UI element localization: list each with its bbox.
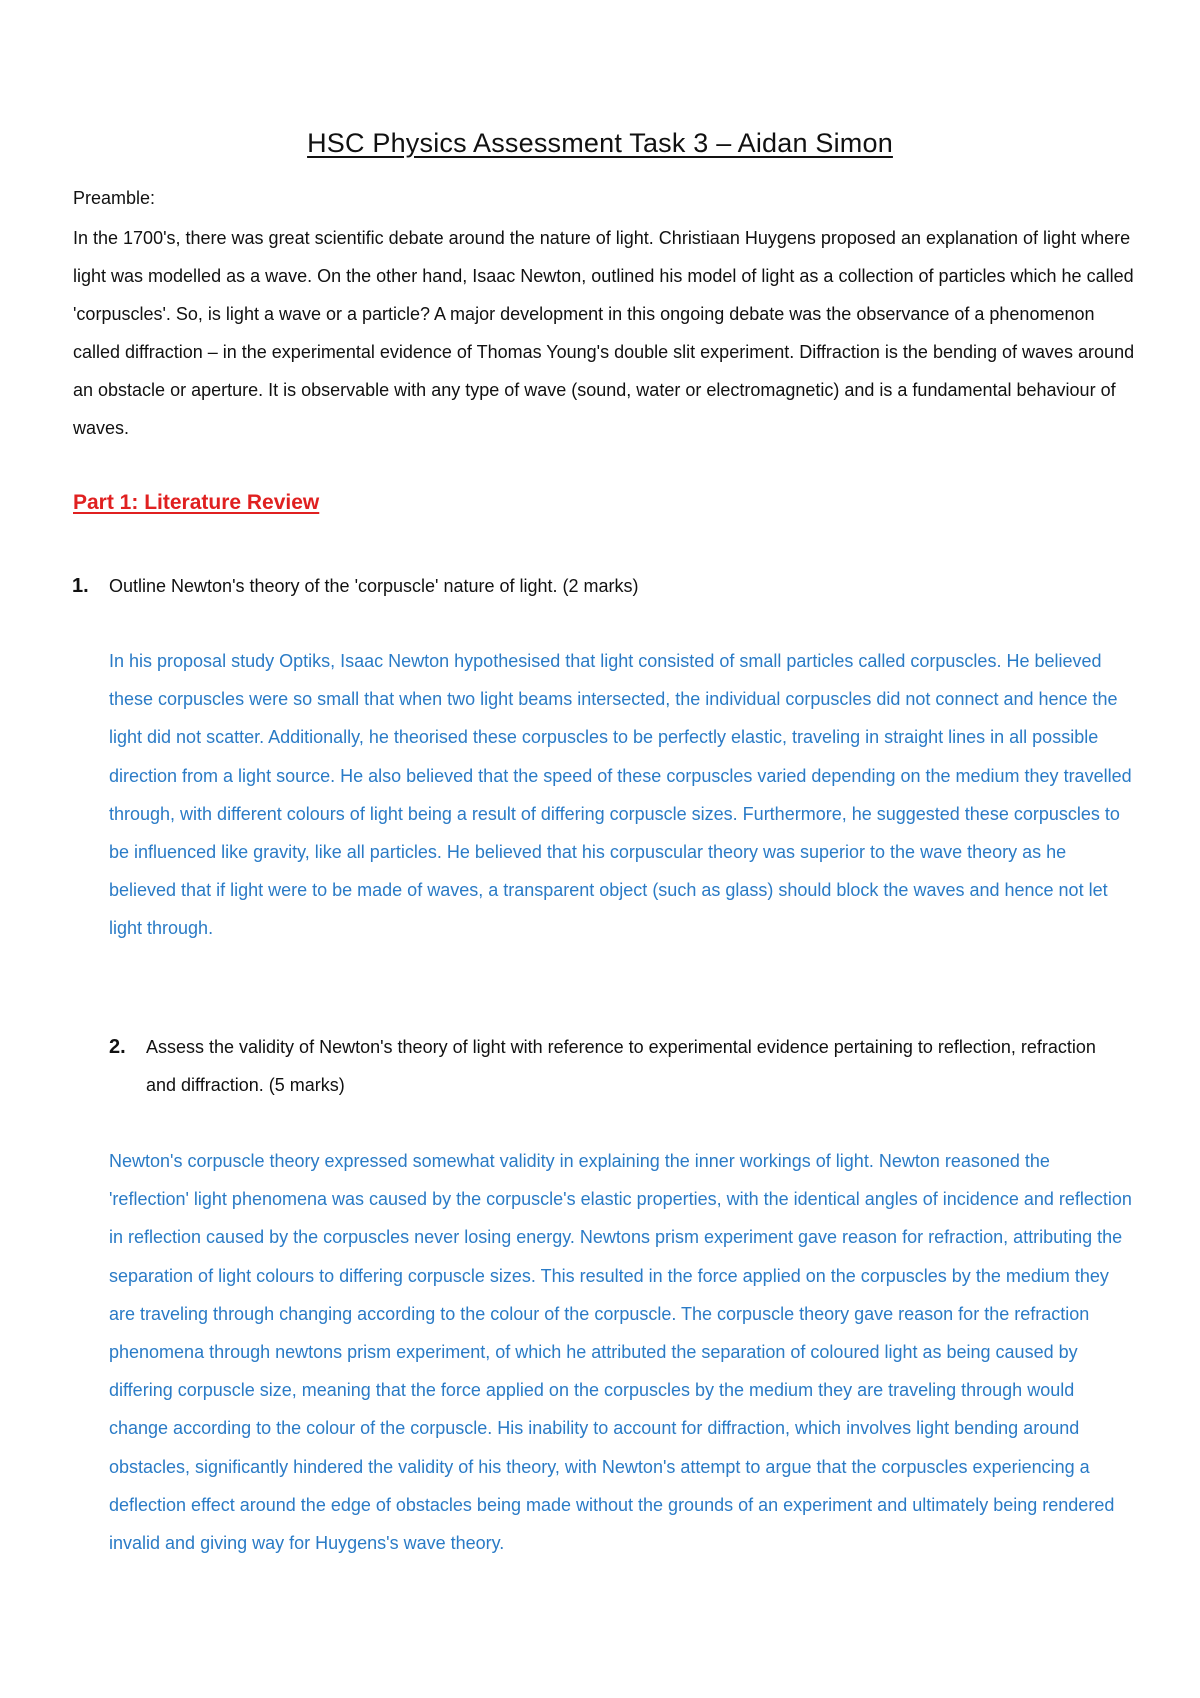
answer-2: Newton's corpuscle theory expressed somewhat validity in explaining the inner workings of light. Newton reasoned the 'reflection' light phenomena was caused by the corpuscle's elastic properties, with the identical angles of incidence and reflection in reflection caused by the corpuscles never losing energy. Newtons prism experiment gave reason for refraction, attributing the separation of light colours to differing corpuscle sizes. This resulted in the force applied on the corpuscles by the medium they are traveling through changing according to the colour of the corpuscle. The corpuscle theory gave reason for the refraction phenomena through newtons prism experiment, of which he attributed the separation of coloured light as being caused by differing corpuscle size, meaning that the force applied on the corpuscles by the medium they are traveling through would change according to the colour of the corpuscle. His inability to account for diffraction, which involves light bending around obstacles, significantly hindered the validity of his theory, with Newton's attempt to argue that the corpuscles experiencing a deflection effect around the edge of obstacles being made without the grounds of an experiment and ultimately being rendered invalid and giving way for Huygens's wave theory.	[109, 1151, 1132, 1554]
part1-heading: Part 1: Literature Review	[73, 491, 320, 514]
question-1	[72, 567, 1109, 605]
preamble-label: Preamble:	[73, 188, 156, 208]
question-2-text: Assess the validity of Newton's theory of light with reference to experimental evidence pertaining to reflection, refraction and diffraction. (5 marks)	[146, 1037, 1096, 1095]
document-title: HSC Physics Assessment Task 3 – Aidan Simon	[307, 128, 893, 158]
question-2-number: 2.	[109, 1036, 126, 1058]
answer-1: In his proposal study Optiks, Isaac Newton hypothesised that light consisted of small particles called corpuscles. He believed these corpuscles were so small that when two light beams intersected, the individual corpuscles did not connect and hence the light did not scatter. Additionally, he theorised these corpuscles to be perfectly elastic, traveling in straight lines in all possible direction from a light source. He also believed that the speed of these corpuscles varied depending on the medium they travelled through, with different colours of light being a result of differing corpuscle sizes. Furthermore, he suggested these corpuscles to be influenced like gravity, like all particles. He believed that his corpuscular theory was superior to the wave theory as he believed that if light were to be made of waves, a transparent object (such as glass) should block the waves and hence not let light through.	[109, 651, 1132, 939]
question-1-text: Outline Newton's theory of the 'corpuscle' nature of light. (2 marks)	[109, 576, 639, 596]
preamble-text: In the 1700's, there was great scientific debate around the nature of light. Christiaan Huygens proposed an explanation of light where light was modelled as a wave. On the other hand, Isaac Newton, outlined his model of light as a collection of particles which he called 'corpuscles'. So, is light a wave or a particle? A major development in this ongoing debate was the observance of a phenomenon called diffraction – in the experimental evidence of Thomas Young's double slit experiment. Diffraction is the bending of waves around an obstacle or aperture. It is observable with any type of wave (sound, water or electromagnetic) and is a fundamental behaviour of waves.	[73, 228, 1135, 438]
question-1-number: 1.	[72, 575, 89, 597]
question-2	[109, 1028, 1126, 1104]
